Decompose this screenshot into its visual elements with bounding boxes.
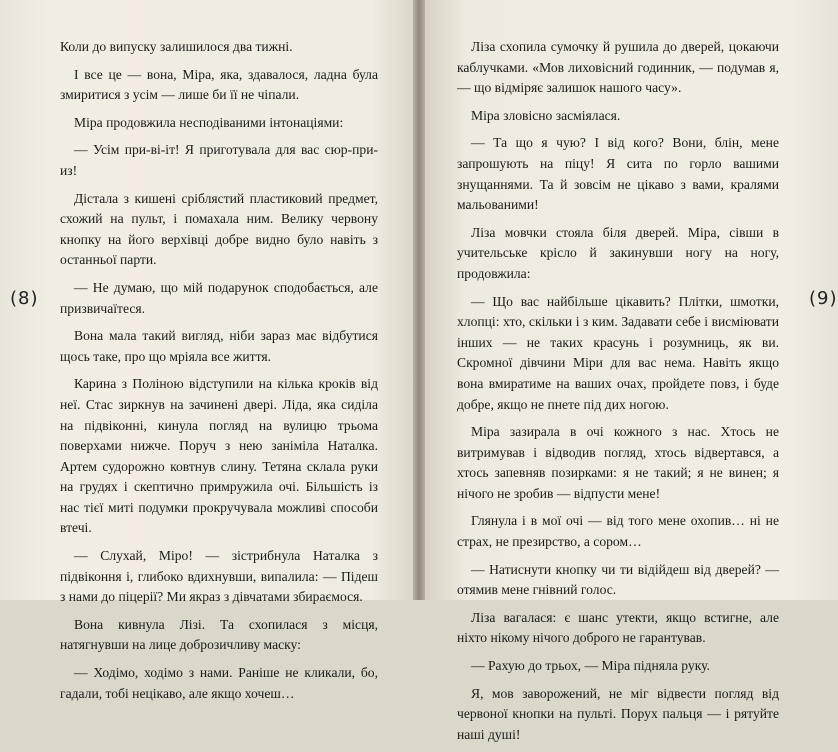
paragraph: Коли до випуску залишилося два тижні. [60, 39, 293, 54]
paragraph: Я, мов заворожений, не міг відвести погляд від червоної кнопки на пульті. Порух пальця — і рятуйте наші душі! [457, 685, 779, 742]
paragraph: — Слухай, Міро! — зістрибнула Наталка з підвіконня і, глибоко вдихнувши, випалила: — Підеш з нами до піцерії? Ми якраз з дівчатами збираємося. [60, 548, 378, 605]
paragraph: Глянула і в мої очі — від того мене охопив… ні не страх, не презирство, а сором… [457, 513, 779, 550]
paragraph: Ліза мовчки стояла біля дверей. Міра, сівши в учительське крісло й закинувши ногу на ногу, продовжила: [457, 224, 779, 281]
paragraph: Вона кивнула Лізі. Та схопилася з місця, натягнувши на лице доброзичливу маску: [60, 616, 378, 653]
paragraph: Дістала з кишені сріблястий пластиковий предмет, схожий на пульт, і помахала ним. Велику червону кнопку на його верхівці добре видно було навіть з останньої парти. [60, 190, 378, 268]
paragraph: Міра зловісно засміялася. [471, 107, 621, 123]
book-gutter [413, 0, 425, 600]
paragraph: — Натиснути кнопку чи ти відійдеш від дверей? — отямив мене гнівний голос. [457, 561, 779, 598]
paragraph: — Не думаю, що мій подарунок сподобається, але призвичаїтеся. [60, 279, 378, 316]
paragraph: — Що вас найбільше цікавить? Плітки, шмотки, хлопці: хто, скільки і з ким. Задавати себе і висміювати інших — не таких красунь і розумниць, як ви. Скромної дівчини Міри для вас нема. Навіть якщо вона вмиратиме на ваших очах, пройдете повз, і буде добре, якщо не пнете під дих ногою. [457, 293, 779, 412]
paragraph: Карина з Поліною відступили на кілька кроків від неї. Стас зиркнув на зачинені двері. Ліда, яка сиділа на підвіконні, кинула погляд на вулицю трьома поверхами нижче. Поруч з нею заніміла Наталка. Артем судорожно ковтнув слину. Тетяна склала руки на грудях і скептично примружила очі. Більшість із нас тієї миті подумки прокручувала можливі способи втечі. [60, 376, 378, 536]
paragraph: І все це — вона, Міра, яка, здавалося, ладна була змиритися з усім — лише би її не чіпали. [60, 66, 378, 103]
paragraph: — Усім при-ві-іт! Я приготувала для вас сюр-при-из! [60, 142, 378, 178]
paragraph: — Рахую до трьох, — Міра підняла руку. [471, 658, 710, 674]
paragraph: Ліза вагалася: є шанс утекти, якщо встигне, але ніхто нікому нічого доброго не гарантував. [457, 609, 779, 646]
paragraph: Міра продовжила несподіваними інтонаціями: [74, 114, 344, 130]
left-page-text [60, 37, 378, 711]
paragraph: — Та що я чую? І від кого? Вони, блін, мене запрошують на піцу! Я сита по горло вашими знущаннями. Та й зовсім не цікаво з вами, кралями мальованими! [457, 135, 779, 213]
page-number-right: (9) [809, 288, 838, 309]
paragraph: Ліза схопила сумочку й рушила до дверей, цокаючи каблучками. «Мов лиховісний годинник, — подумав я, — що відміряє залишок нашого часу». [457, 39, 779, 96]
paragraph: Вона мала такий вигляд, ніби зараз має відбутися щось таке, про що мріяла все життя. [60, 328, 378, 364]
right-page [425, 0, 838, 742]
paragraph: — Ходімо, ходімо з нами. Раніше не кликали, бо, гадали, тобі нецікаво, але якщо хочеш… [60, 665, 378, 701]
page-number-left: (8) [10, 288, 39, 309]
right-page-text [457, 37, 779, 752]
paragraph: Міра зазирала в очі кожного з нас. Хтось не витримував і відводив погляд, хтось відвертався, а хтось запевняв позирками: я не такий; я не винен; я нічого не зробив — відпусти мене! [457, 424, 779, 501]
left-page [0, 0, 413, 701]
